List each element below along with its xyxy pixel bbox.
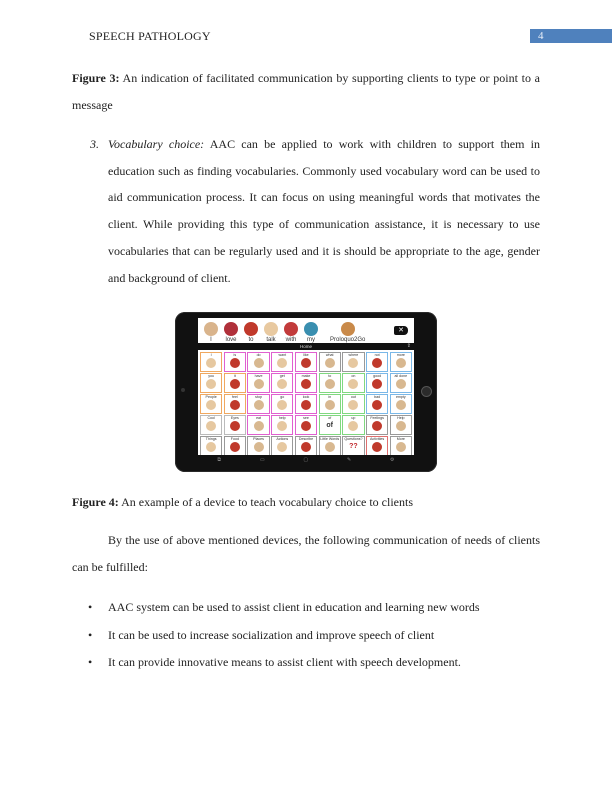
symbol-icon [372,358,382,368]
bullet-icon: • [88,627,93,642]
symbol-button: like [295,352,317,372]
symbol-button: it [224,373,246,393]
symbol-icon [348,400,358,410]
symbol-icon [224,322,238,336]
symbol-button: help [271,415,293,435]
symbol-button: on [342,373,364,393]
figure-4-label: Figure 4: [72,495,119,509]
symbol-icon [372,421,382,431]
symbol-button: Actions [271,436,293,456]
symbol-icon [206,400,216,410]
symbol-icon [206,421,216,431]
symbol-button: not [366,352,388,372]
symbol-button: you [200,373,222,393]
message-word: talk [264,322,278,343]
symbol-button: empty [390,394,412,414]
symbol-icon [277,442,287,452]
symbol-button: up [342,415,364,435]
symbol-icon [372,400,382,410]
message-word: with [284,322,298,343]
home-button-icon [421,386,432,397]
symbol-button: Eyes [224,415,246,435]
symbol-button: get [271,373,293,393]
symbol-icon [277,421,287,431]
message-word: love [224,322,238,343]
symbol-button: to [319,373,341,393]
symbol-icon [396,379,406,389]
symbol-button: more [390,352,412,372]
symbol-button: eat [247,415,269,435]
symbol-icon [254,358,264,368]
paragraph-text: By the use of above mentioned devices, the following communication of needs of clients can be fulfilled: [72,533,540,574]
symbol-icon [230,400,240,410]
message-word: Proloquo2Go [330,322,365,343]
symbol-button: what [319,352,341,372]
symbol-icon [325,400,335,410]
term-vocabulary-choice: Vocabulary choice: [108,137,205,151]
symbol-icon [277,379,287,389]
symbol-button: Feelings [366,415,388,435]
figure-4-text: An example of a device to teach vocabulary choice to clients [118,495,413,509]
symbol-icon [301,358,311,368]
symbol-icon [396,421,406,431]
symbol-icon [206,379,216,389]
tablet-screen [198,318,414,464]
list-item-vocabulary-choice [90,131,540,291]
symbol-button: of of [319,415,341,435]
symbol-icon [277,400,287,410]
symbol-icon [254,421,264,431]
symbol-button: go [271,394,293,414]
symbol-icon [230,358,240,368]
symbol-icon [206,442,216,452]
symbol-button: Describe [295,436,317,456]
page-number: 4 [530,29,612,43]
symbol-button: Help [390,415,412,435]
bullet-item: • It can be used to increase socialization and improve speech of client [88,622,548,650]
symbol-icon [372,442,382,452]
symbol-grid [200,352,412,456]
symbol-button: feel [224,394,246,414]
symbol-icon [230,442,240,452]
symbol-button: all done [390,373,412,393]
symbol-icon [396,442,406,452]
symbol-icon [277,358,287,368]
home-folder-title: Home [299,344,312,349]
figure-4-caption [72,489,540,516]
list-number: 3. [90,137,99,151]
bullet-list [88,594,548,677]
symbol-icon [301,442,311,452]
list-item-text: AAC can be applied to work with children to support them in education such as finding vocabularies. Commonly used vocabulary word can be used to aid communication process. It can focus on using meaningful words that motivates the client. While providing this type of communication assistance, it is necessary to use vocabularies that can be regularly used and it is should be appropriate to the age, gender and background of client. [108,137,541,285]
nav-bar [198,343,414,350]
symbol-icon [301,400,311,410]
figure-3-caption [72,65,540,118]
toolbar-icon: ✎ [347,456,352,463]
symbol-button: see [295,415,317,435]
symbol-button: where [342,352,364,372]
message-word: to [244,322,258,343]
symbol-icon [325,358,335,368]
figure-3-text: An indication of facilitated communication by supporting clients to type or point to a message [72,71,540,112]
symbol-icon [325,379,335,389]
symbol-icon [304,322,318,336]
symbol-icon [341,322,355,336]
bullet-item: • It can provide innovative means to assist client with speech development. [88,649,548,677]
bullet-item: • AAC system can be used to assist client in education and learning new words [88,594,548,622]
symbol-icon [301,379,311,389]
symbol-button: Little Words [319,436,341,456]
toolbar-icon: ▢ [303,456,309,463]
symbol-icon [254,400,264,410]
delete-icon: ✕ [394,326,408,335]
symbol-button: Things [200,436,222,456]
symbol-button: Questions? ?? [342,436,364,456]
symbol-button: bad [366,394,388,414]
symbol-icon [230,421,240,431]
figure-3-label: Figure 3: [72,71,120,85]
symbol-icon [348,421,358,431]
symbol-icon [325,442,335,452]
bullet-icon: • [88,600,93,614]
message-bar [198,318,414,343]
symbol-icon [230,379,240,389]
symbol-button: stop [247,394,269,414]
symbol-icon [264,322,278,336]
symbol-icon [348,358,358,368]
bullet-icon: • [88,655,93,669]
message-word: my [304,322,318,343]
symbol-button: More [390,436,412,456]
symbol-icon [301,421,311,431]
symbol-button: look [295,394,317,414]
message-word: I [204,322,218,343]
symbol-icon [254,442,264,452]
symbol-icon [254,379,264,389]
symbol-button: make [295,373,317,393]
symbol-button: have [247,373,269,393]
symbol-icon [206,358,216,368]
symbol-icon [244,322,258,336]
symbol-icon [396,358,406,368]
symbol-button: good [366,373,388,393]
symbol-button: Cool [200,415,222,435]
share-icon: ⇪ [406,343,411,349]
running-header: SPEECH PATHOLOGY [89,29,211,43]
symbol-icon [284,322,298,336]
toolbar-icon: ▭ [259,456,265,463]
symbol-button: People [200,394,222,414]
symbol-button: Places [247,436,269,456]
symbol-button: want [271,352,293,372]
toolbar-icon: ⧉ [217,456,221,463]
symbol-button: out [342,394,364,414]
symbol-icon [348,379,358,389]
aac-tablet-image [175,312,437,472]
symbol-button: I [200,352,222,372]
body-paragraph [72,527,540,580]
symbol-button: Food [224,436,246,456]
tablet-toolbar [198,455,414,464]
symbol-button: do [247,352,269,372]
symbol-button: is [224,352,246,372]
symbol-icon [372,379,382,389]
symbol-button: Activities [366,436,388,456]
camera-icon [181,388,185,392]
symbol-button: in [319,394,341,414]
symbol-icon [204,322,218,336]
toolbar-icon: ⚙ [390,456,395,463]
symbol-icon [396,400,406,410]
